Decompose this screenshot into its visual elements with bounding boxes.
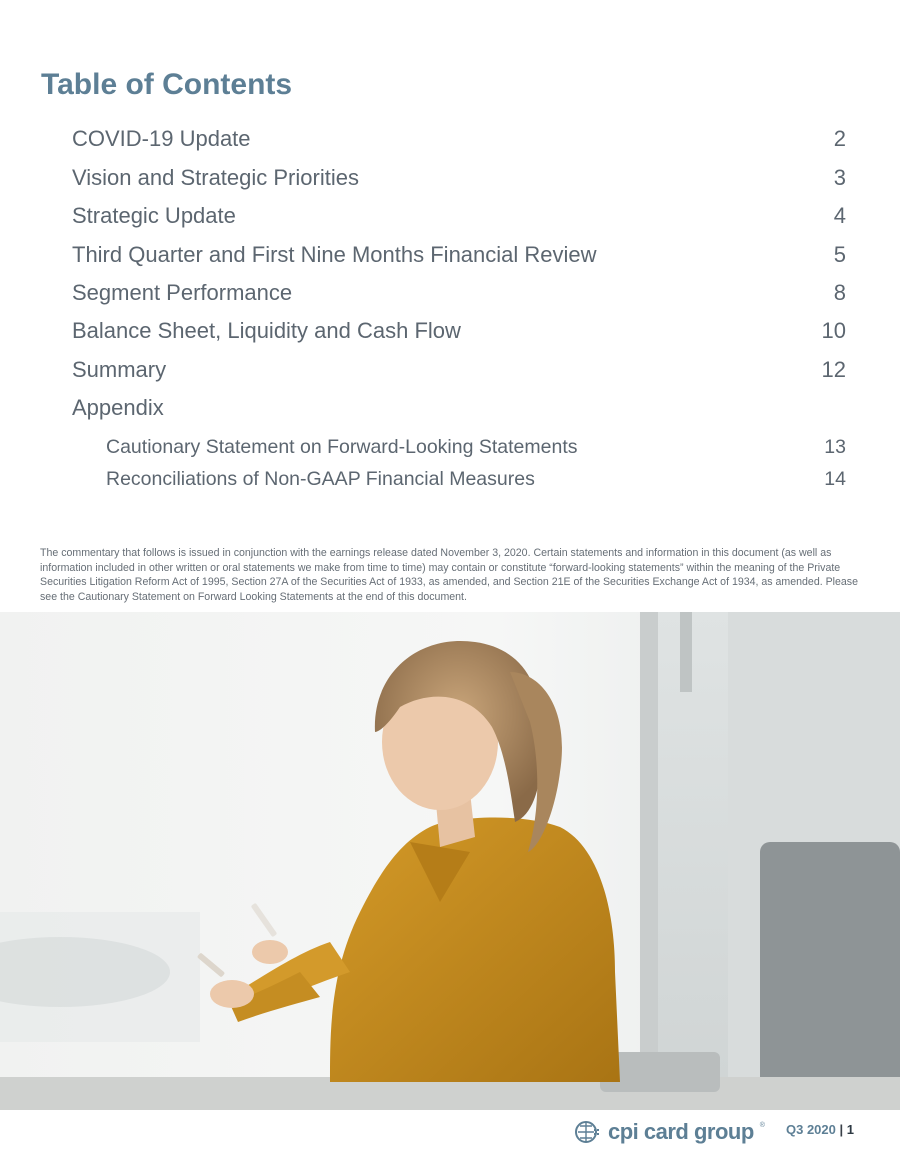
registered-mark: ® [759, 1122, 765, 1129]
page-footer [786, 1122, 854, 1137]
toc-item[interactable] [72, 353, 846, 387]
woman-with-card-photo [0, 612, 900, 1110]
toc-item[interactable] [72, 161, 846, 195]
report-period: Q3 2020 [786, 1122, 836, 1137]
toc-item[interactable] [72, 314, 846, 348]
toc-item[interactable] [72, 238, 846, 272]
toc-item-label: Summary [72, 357, 167, 382]
toc-item-label: Vision and Strategic Priorities [72, 165, 359, 190]
toc-subitem-page: 13 [824, 435, 846, 458]
toc-item[interactable] [72, 199, 846, 233]
toc-item-label: Appendix [72, 395, 164, 420]
toc-subitem[interactable] [106, 465, 846, 493]
logo-wordmark: cpi card group [608, 1119, 754, 1144]
toc-item-page: 8 [833, 280, 846, 305]
page-number: 1 [846, 1122, 854, 1137]
toc-item-page: 10 [821, 318, 846, 343]
toc-item-page: 4 [833, 203, 846, 228]
toc-item[interactable] [72, 276, 846, 310]
toc-subitem-label: Reconciliations of Non-GAAP Financial Measures [106, 467, 535, 490]
disclaimer-text: The commentary that follows is issued in conjunction with the earnings release dated November 3, 2020. Certain statements and information in this document (as well as information included in other written or oral statements we make from time to time) may contain or constitute “forward-looking statements” within the meaning of the Private Securities Litigation Reform Act of 1995, Section 27A of the Securities Act of 1933, as amended, and Section 21E of the Securities Exchange Act of 1934, as amended. Please see the Cautionary Statement on Forward Looking Statements at the end of this document. [40, 547, 858, 603]
footer-separator: | [839, 1122, 844, 1137]
toc-item-page: 2 [833, 126, 846, 151]
toc-item-page: 3 [833, 165, 846, 190]
toc-item-label: Segment Performance [72, 280, 293, 305]
toc-item-label: Balance Sheet, Liquidity and Cash Flow [72, 318, 461, 343]
toc-subitem-label: Cautionary Statement on Forward-Looking Statements [106, 435, 578, 458]
company-logo [574, 1118, 765, 1146]
toc-item-label: Strategic Update [72, 203, 236, 228]
toc-item-page: 5 [833, 242, 846, 267]
toc-item[interactable] [72, 391, 846, 425]
toc-subitem[interactable] [106, 433, 846, 461]
hero-photo [0, 612, 900, 1110]
toc-item-page: 12 [821, 357, 846, 382]
toc-item-label: Third Quarter and First Nine Months Financial Review [72, 242, 597, 267]
toc-item[interactable] [72, 122, 846, 156]
toc-subitem-page: 14 [824, 467, 846, 490]
toc-item-label: COVID-19 Update [72, 126, 251, 151]
page-title: Table of Contents [41, 68, 293, 101]
globe-logo-icon [574, 1120, 602, 1144]
